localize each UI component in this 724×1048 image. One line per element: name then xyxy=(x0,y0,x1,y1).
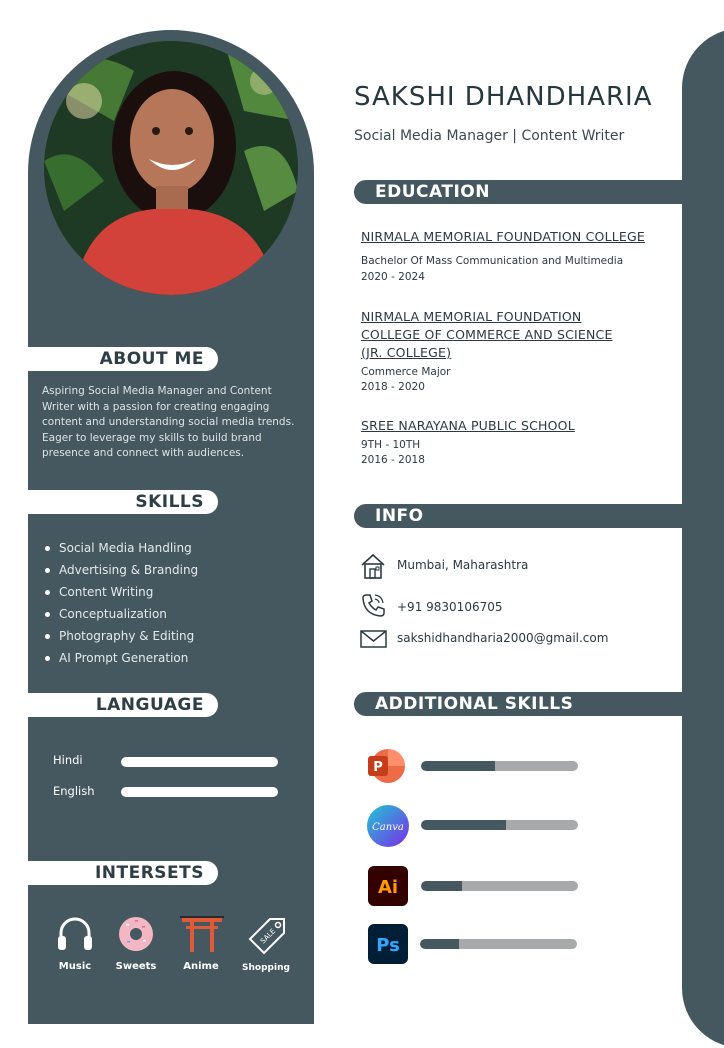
skill-bar-fill xyxy=(421,761,495,771)
edu-detail-3: 9TH - 10TH xyxy=(361,439,421,451)
skill-item: Photography & Editing xyxy=(45,625,295,647)
language-bar-hindi xyxy=(121,757,278,767)
right-decor-band xyxy=(682,28,724,1048)
torii-gate-icon xyxy=(180,915,224,953)
email-icon xyxy=(360,629,387,649)
candidate-subtitle: Social Media Manager | Content Writer xyxy=(354,128,625,144)
about-text: Aspiring Social Media Manager and Content Writer with a passion for creating engaging content and understanding social media trends. Eager to leverage my skills to build brand presence and connect with audiences. xyxy=(42,385,295,459)
edu-years-1: 2020 - 2024 xyxy=(361,271,425,283)
language-bar-fill xyxy=(121,757,278,767)
edu-school-1: NIRMALA MEMORIAL FOUNDATION COLLEGE xyxy=(361,229,645,244)
profile-photo xyxy=(44,41,298,295)
skill-item: Social Media Handling xyxy=(45,537,295,559)
language-heading: LANGUAGE xyxy=(28,693,218,717)
sale-tag-icon xyxy=(248,915,288,955)
info-heading: INFO xyxy=(354,504,684,528)
skills-heading: SKILLS xyxy=(28,490,218,514)
info-email: sakshidhandharia2000@gmail.com xyxy=(397,631,609,645)
edu-school-2-line2: COLLEGE OF COMMERCE AND SCIENCE xyxy=(361,327,613,342)
skill-item: AI Prompt Generation xyxy=(45,647,295,669)
skill-item: Advertising & Branding xyxy=(45,559,295,581)
interest-label-shopping: Shopping xyxy=(242,963,290,973)
language-label-hindi: Hindi xyxy=(53,753,83,767)
interest-label-music: Music xyxy=(58,961,92,972)
edu-years-3: 2016 - 2018 xyxy=(361,454,425,466)
profile-photo-illustration xyxy=(44,41,298,295)
donut-icon xyxy=(117,915,155,953)
skill-item: Content Writing xyxy=(45,581,295,603)
skill-bar-fill xyxy=(420,939,459,949)
illustrator-icon xyxy=(368,866,408,906)
canva-icon xyxy=(366,804,410,848)
interests-heading: INTERSETS xyxy=(28,861,218,885)
skill-bar-photoshop xyxy=(420,939,577,949)
skill-bar-powerpoint xyxy=(421,761,578,771)
about-heading: ABOUT ME xyxy=(28,347,218,371)
education-heading: EDUCATION xyxy=(354,180,684,204)
canva-icon-text: Canva xyxy=(372,822,404,833)
interest-label-sweets: Sweets xyxy=(115,961,157,972)
skill-bar-canva xyxy=(421,820,578,830)
skill-bar-fill xyxy=(421,820,506,830)
edu-detail-1: Bachelor Of Mass Communication and Multimedia xyxy=(361,255,624,267)
headphones-icon xyxy=(55,915,95,953)
powerpoint-icon-letter: P xyxy=(373,760,383,775)
candidate-name: SAKSHI DHANDHARIA xyxy=(354,82,653,112)
skill-bar-illustrator xyxy=(421,881,578,891)
additional-skills-heading: ADDITIONAL SKILLS xyxy=(354,692,684,716)
edu-school-2-line3: (JR. COLLEGE) xyxy=(361,345,452,360)
photoshop-icon xyxy=(368,924,408,964)
language-bar-english xyxy=(121,787,278,797)
edu-detail-2: Commerce Major xyxy=(361,366,451,378)
illustrator-icon-text: Ai xyxy=(377,877,399,898)
powerpoint-icon xyxy=(366,746,406,786)
language-label-english: English xyxy=(53,784,95,798)
edu-school-3: SREE NARAYANA PUBLIC SCHOOL xyxy=(361,418,575,433)
edu-school-2-line1: NIRMALA MEMORIAL FOUNDATION xyxy=(361,309,582,324)
interest-label-anime: Anime xyxy=(183,961,219,972)
phone-icon xyxy=(360,592,386,618)
language-bar-fill xyxy=(121,787,278,797)
skill-item: Conceptualization xyxy=(45,603,295,625)
skill-bar-fill xyxy=(421,881,462,891)
info-location: Mumbai, Maharashtra xyxy=(397,558,529,572)
svg-text:SALE: SALE xyxy=(259,927,278,946)
home-icon xyxy=(360,552,386,580)
photoshop-icon-text: Ps xyxy=(376,935,400,956)
edu-years-2: 2018 - 2020 xyxy=(361,381,425,393)
skills-list xyxy=(45,537,295,669)
info-phone: +91 9830106705 xyxy=(397,600,503,614)
